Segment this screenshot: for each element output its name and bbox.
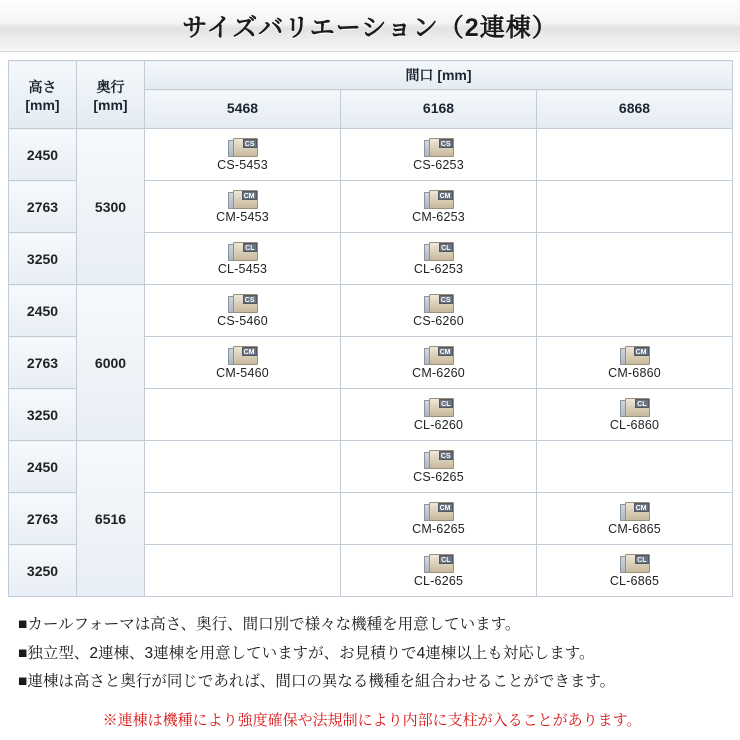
model-label: CL-5453 (217, 261, 268, 276)
model-entry (341, 181, 536, 232)
cell-model (341, 441, 537, 493)
product-icon-cl: CL (424, 398, 454, 417)
cell-model (341, 285, 537, 337)
cell-model (341, 337, 537, 389)
cell-model (341, 129, 537, 181)
model-entry (341, 493, 536, 544)
product-icon-cs: CS (228, 294, 258, 313)
model-label: CL-6265 (413, 573, 464, 588)
note-line-1: ■独立型、2連棟、3連棟を用意していますが、お見積りで4連棟以上も対応します。 (18, 644, 595, 662)
cell-model (145, 129, 341, 181)
header-span: 間口 [mm] (145, 61, 733, 90)
product-icon-cs: CS (424, 450, 454, 469)
model-entry (341, 233, 536, 284)
cell-model (341, 389, 537, 441)
cell-height: 2763 (9, 337, 77, 389)
cell-model (537, 545, 733, 597)
model-entry (145, 129, 340, 180)
model-entry (145, 285, 340, 336)
table-row (9, 441, 733, 493)
cell-model (341, 233, 537, 285)
notes-section (0, 597, 740, 730)
table-row (9, 285, 733, 337)
note-line-0: ■カールフォーマは高さ、奥行、間口別で様々な機種を用意しています。 (18, 616, 521, 633)
cell-model (145, 285, 341, 337)
cell-height: 3250 (9, 389, 77, 441)
product-icon-cm: CM (620, 346, 650, 365)
product-icon-cs: CS (228, 138, 258, 157)
product-icon-cs: CS (424, 138, 454, 157)
model-label: CL-6260 (413, 417, 464, 432)
cell-depth: 6516 (77, 441, 145, 597)
cell-empty (537, 233, 733, 285)
note-line-2: ■連棟は高さと奥行が同じであれば、間口の異なる機種を組合わせることができます。 (18, 673, 616, 691)
model-label: CM-6260 (412, 365, 465, 380)
header-height-line1: 高さ (28, 78, 57, 95)
model-entry (145, 337, 340, 388)
model-entry (341, 545, 536, 596)
product-icon-cm: CM (424, 502, 454, 521)
product-icon-cs: CS (424, 294, 454, 313)
cell-model (145, 337, 341, 389)
header-height (9, 61, 77, 129)
cell-depth: 6000 (77, 285, 145, 441)
cell-height: 2763 (9, 181, 77, 233)
model-entry (537, 337, 732, 388)
product-icon-cl: CL (620, 398, 650, 417)
product-icon-cm: CM (424, 346, 454, 365)
cell-height: 2450 (9, 129, 77, 181)
header-depth-line2: [mm] (93, 96, 128, 113)
model-entry (341, 441, 536, 492)
cell-height: 3250 (9, 233, 77, 285)
cell-model (537, 337, 733, 389)
product-icon-cl: CL (424, 554, 454, 573)
model-label: CS-6260 (413, 313, 464, 328)
model-entry (145, 233, 340, 284)
cell-height: 3250 (9, 545, 77, 597)
cell-model (341, 545, 537, 597)
cell-empty (537, 181, 733, 233)
model-label: CS-5460 (217, 313, 268, 328)
size-variation-table (8, 60, 733, 597)
cell-empty (145, 389, 341, 441)
warning-note: ※連棟は機種により強度確保や法規制により内部に支柱が入ることがあります。 (102, 712, 642, 730)
table-row (9, 129, 733, 181)
model-entry (145, 181, 340, 232)
cell-model (341, 181, 537, 233)
model-label: CM-6865 (608, 521, 661, 536)
cell-height: 2450 (9, 285, 77, 337)
model-label: CS-5453 (217, 157, 268, 172)
size-table-container (0, 52, 740, 597)
model-label: CM-5460 (216, 365, 269, 380)
cell-empty (145, 545, 341, 597)
cell-model (537, 493, 733, 545)
product-icon-cl: CL (228, 242, 258, 261)
model-label: CS-6253 (413, 157, 464, 172)
cell-model (145, 233, 341, 285)
product-icon-cl: CL (620, 554, 650, 573)
model-entry (341, 337, 536, 388)
header-height-line2: [mm] (25, 96, 60, 113)
model-label: CL-6860 (609, 417, 660, 432)
header-depth-line1: 奥行 (96, 78, 125, 95)
model-entry (341, 285, 536, 336)
header-width-2: 6868 (537, 90, 733, 129)
page-title: サイズバリエーション（2連棟） (182, 13, 558, 42)
cell-empty (537, 285, 733, 337)
model-label: CL-6865 (609, 573, 660, 588)
product-icon-cm: CM (228, 346, 258, 365)
cell-height: 2763 (9, 493, 77, 545)
product-icon-cm: CM (228, 190, 258, 209)
table-body (9, 129, 733, 597)
model-label: CS-6265 (413, 469, 464, 484)
header-width-1: 6168 (341, 90, 537, 129)
product-icon-cl: CL (424, 242, 454, 261)
cell-depth: 5300 (77, 129, 145, 285)
model-label: CM-6860 (608, 365, 661, 380)
cell-empty (537, 129, 733, 181)
table-header (9, 61, 733, 129)
cell-height: 2450 (9, 441, 77, 493)
header-depth (77, 61, 145, 129)
header-width-0: 5468 (145, 90, 341, 129)
product-icon-cm: CM (424, 190, 454, 209)
title-banner (0, 0, 740, 52)
model-entry (341, 389, 536, 440)
model-entry (537, 545, 732, 596)
model-entry (537, 493, 732, 544)
cell-empty (145, 441, 341, 493)
model-label: CM-5453 (216, 209, 269, 224)
cell-model (537, 389, 733, 441)
model-label: CM-6265 (412, 521, 465, 536)
cell-empty (537, 441, 733, 493)
cell-empty (145, 493, 341, 545)
model-entry (341, 129, 536, 180)
cell-model (341, 493, 537, 545)
cell-model (145, 181, 341, 233)
product-icon-cm: CM (620, 502, 650, 521)
model-entry (537, 389, 732, 440)
model-label: CL-6253 (413, 261, 464, 276)
model-label: CM-6253 (412, 209, 465, 224)
